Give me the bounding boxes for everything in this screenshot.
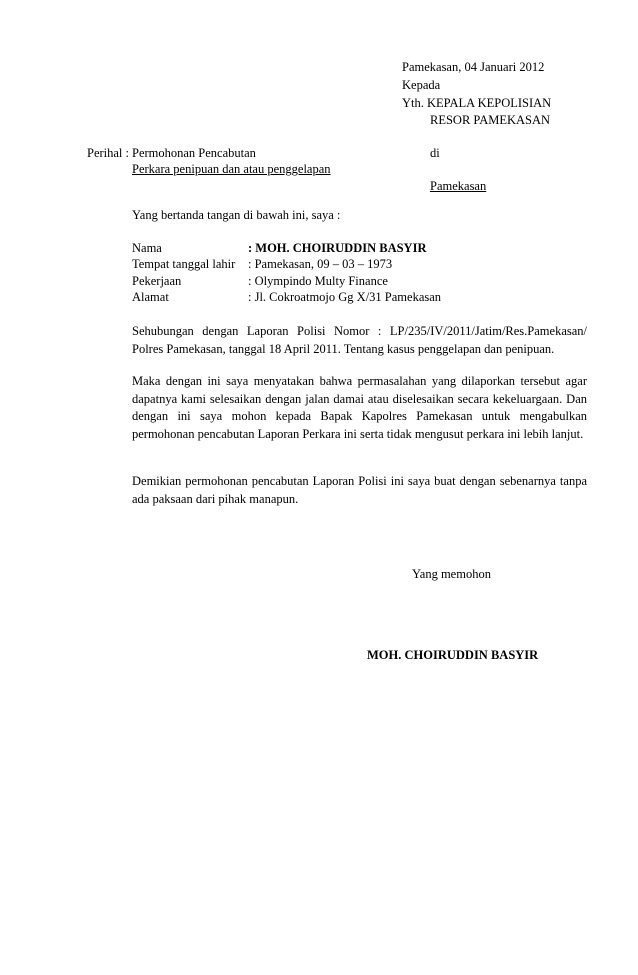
identity-value: : Jl. Cokroatmojo Gg X/31 Pamekasan — [248, 290, 442, 304]
recipient-location: Pamekasan — [430, 179, 487, 193]
identity-value: : Olympindo Multy Finance — [248, 274, 388, 288]
identity-value: : MOH. CHOIRUDDIN BASYIR — [248, 241, 427, 255]
recipient-line-1: Yth. KEPALA KEPOLISIAN — [402, 96, 552, 110]
perihal-line-1: Permohonan Pencabutan — [132, 146, 256, 160]
identity-value: : Pamekasan, 09 – 03 – 1973 — [248, 257, 393, 271]
di-label: di — [430, 146, 440, 160]
letter-place-date: Pamekasan, 04 Januari 2012 — [402, 60, 545, 74]
paragraph-demikian: Demikian permohonan pencabutan Laporan Polisi ini saya buat dengan sebenarnya tanpa ada paksaan dari pihak manapun. — [132, 474, 587, 506]
kepada-label: Kepada — [402, 78, 441, 92]
perihal-label: Perihal : — [87, 146, 130, 160]
intro-text: Yang bertanda tangan di bawah ini, saya : — [132, 208, 341, 222]
paragraph-maka: Maka dengan ini saya menyatakan bahwa permasalahan yang dilaporkan tersebut agar dapatnya kami selesaikan dengan jalan damai atau diselesaikan secara kekeluargaan. Dan dengan ini saya mohon kepada Bapak Kapolres Pamekasan untuk mengabulkan permohonan pencabutan Laporan Perkara ini serta tidak mengusut perkara ini lebih lanjut. — [132, 374, 587, 441]
identity-label: Tempat tanggal lahir — [132, 257, 236, 271]
identity-label: Pekerjaan — [132, 274, 182, 288]
paragraph-sehubungan: Sehubungan dengan Laporan Polisi Nomor : LP/235/IV/2011/Jatim/Res.Pamekasan/ Polres Pamekasan, tanggal 18 April 2011. Tentang kasus penggelapan dan penipuan. — [132, 324, 587, 356]
signer-name: MOH. CHOIRUDDIN BASYIR — [367, 648, 539, 662]
yang-memohon-label: Yang memohon — [412, 567, 491, 581]
identity-label: Nama — [132, 241, 162, 255]
recipient-line-2: RESOR PAMEKASAN — [430, 113, 551, 127]
perihal-line-2: Perkara penipuan dan atau penggelapan — [132, 162, 331, 176]
identity-label: Alamat — [132, 290, 169, 304]
